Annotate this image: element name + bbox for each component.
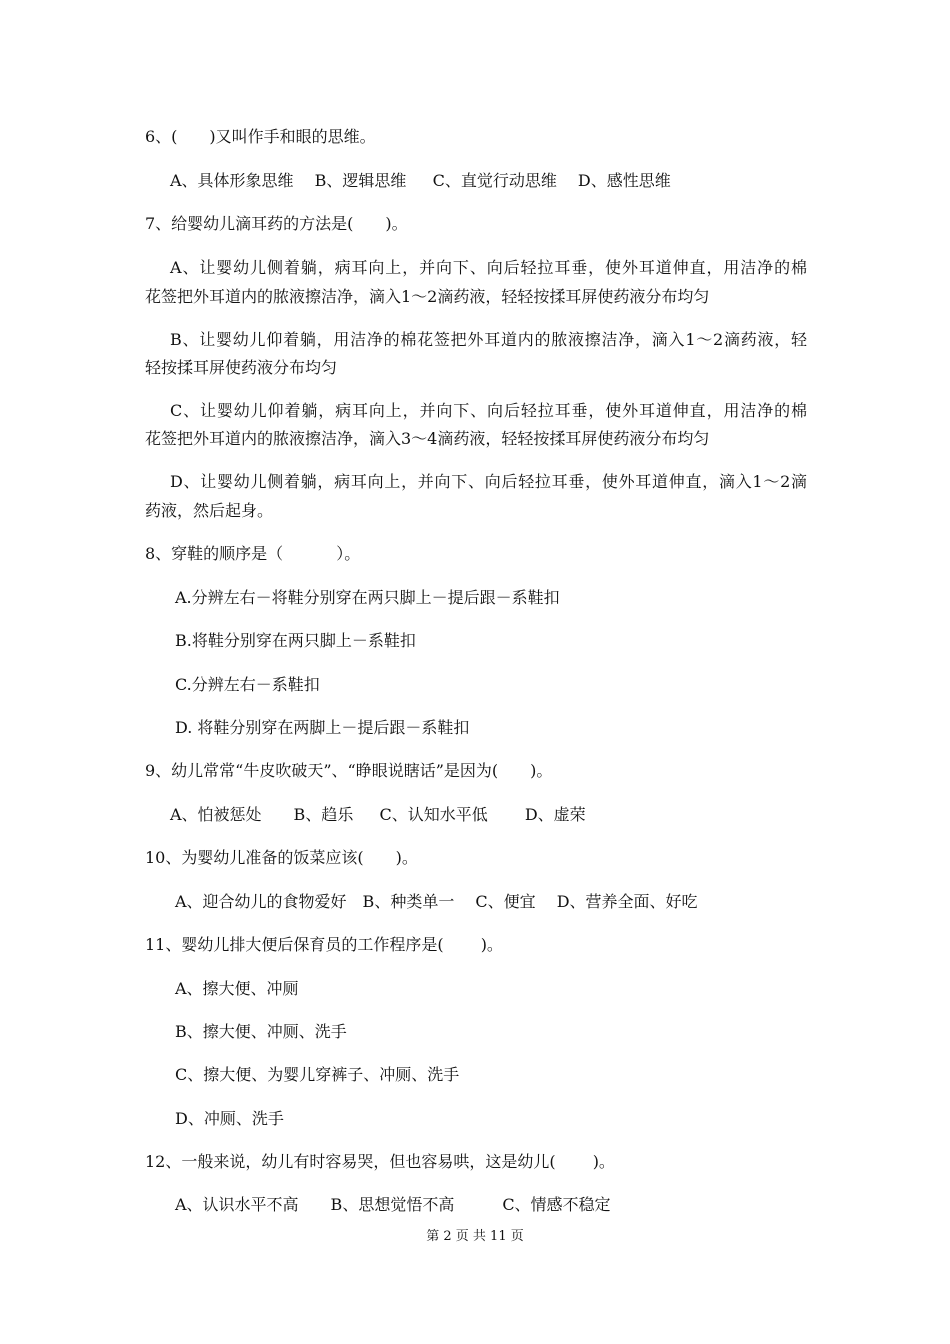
question-10-stem: 10、为婴幼儿准备的饭菜应该( )。 <box>145 848 418 867</box>
question-7-option-c-line2: 花签把外耳道内的脓液擦洁净，滴入3～4滴药液，轻轻按揉耳屏使药液分布均匀 <box>145 429 710 448</box>
question-8-option-b: B.将鞋分别穿在两只脚上－系鞋扣 <box>175 631 416 650</box>
question-7-option-b-line1: B、让婴幼儿仰着躺，用洁净的棉花签把外耳道内的脓液擦洁净，滴入1～2滴药液，轻 <box>170 330 807 349</box>
question-11-option-d: D、冲厕、洗手 <box>175 1109 284 1128</box>
question-7-option-d-line2: 药液，然后起身。 <box>145 501 274 520</box>
question-12-options: A、认识水平不高 B、思想觉悟不高 C、情感不稳定 <box>175 1195 611 1214</box>
page-footer: 第 2 页 共 11 页 <box>426 1229 524 1244</box>
question-6-stem: 6、( )又叫作手和眼的思维。 <box>145 127 376 146</box>
question-9-options: A、怕被惩处 B、趋乐 C、认知水平低 D、虚荣 <box>170 805 586 824</box>
question-9-stem: 9、幼儿常常“牛皮吹破天”、“睁眼说瞎话”是因为( )。 <box>145 761 553 780</box>
question-7-option-b-line2: 轻按揉耳屏使药液分布均匀 <box>145 358 338 377</box>
question-8-option-d: D. 将鞋分别穿在两脚上－提后跟－系鞋扣 <box>175 718 470 737</box>
question-7-option-a-line1: A、让婴幼儿侧着躺，病耳向上，并向下、向后轻拉耳垂，使外耳道伸直，用洁净的棉 <box>170 258 807 277</box>
question-7-option-a-line2: 花签把外耳道内的脓液擦洁净，滴入1～2滴药液，轻轻按揉耳屏使药液分布均匀 <box>145 287 710 306</box>
question-7-stem: 7、给婴幼儿滴耳药的方法是( )。 <box>145 214 408 233</box>
question-7-option-d-line1: D、让婴幼儿侧着躺，病耳向上，并向下、向后轻拉耳垂，使外耳道伸直，滴入1～2滴 <box>170 472 807 491</box>
question-8-option-c: C.分辨左右－系鞋扣 <box>175 675 320 694</box>
question-7-option-c-line1: C、让婴幼儿仰着躺，病耳向上，并向下、向后轻拉耳垂，使外耳道伸直，用洁净的棉 <box>170 401 807 420</box>
question-8-stem: 8、穿鞋的顺序是（ ）。 <box>145 544 361 563</box>
question-11-option-b: B、擦大便、冲厕、洗手 <box>175 1022 347 1041</box>
question-6-options: A、具体形象思维 B、逻辑思维 C、直觉行动思维 D、感性思维 <box>170 171 671 190</box>
question-8-option-a: A.分辨左右－将鞋分别穿在两只脚上－提后跟－系鞋扣 <box>175 588 560 607</box>
question-11-stem: 11、婴幼儿排大便后保育员的工作程序是( )。 <box>145 935 503 954</box>
question-12-stem: 12、一般来说，幼儿有时容易哭，但也容易哄，这是幼儿( )。 <box>145 1152 615 1171</box>
question-11-option-c: C、擦大便、为婴儿穿裤子、冲厕、洗手 <box>175 1065 460 1084</box>
question-10-options: A、迎合幼儿的食物爱好 B、种类单一 C、便宜 D、营养全面、好吃 <box>175 892 698 911</box>
question-11-option-a: A、擦大便、冲厕 <box>175 979 299 998</box>
